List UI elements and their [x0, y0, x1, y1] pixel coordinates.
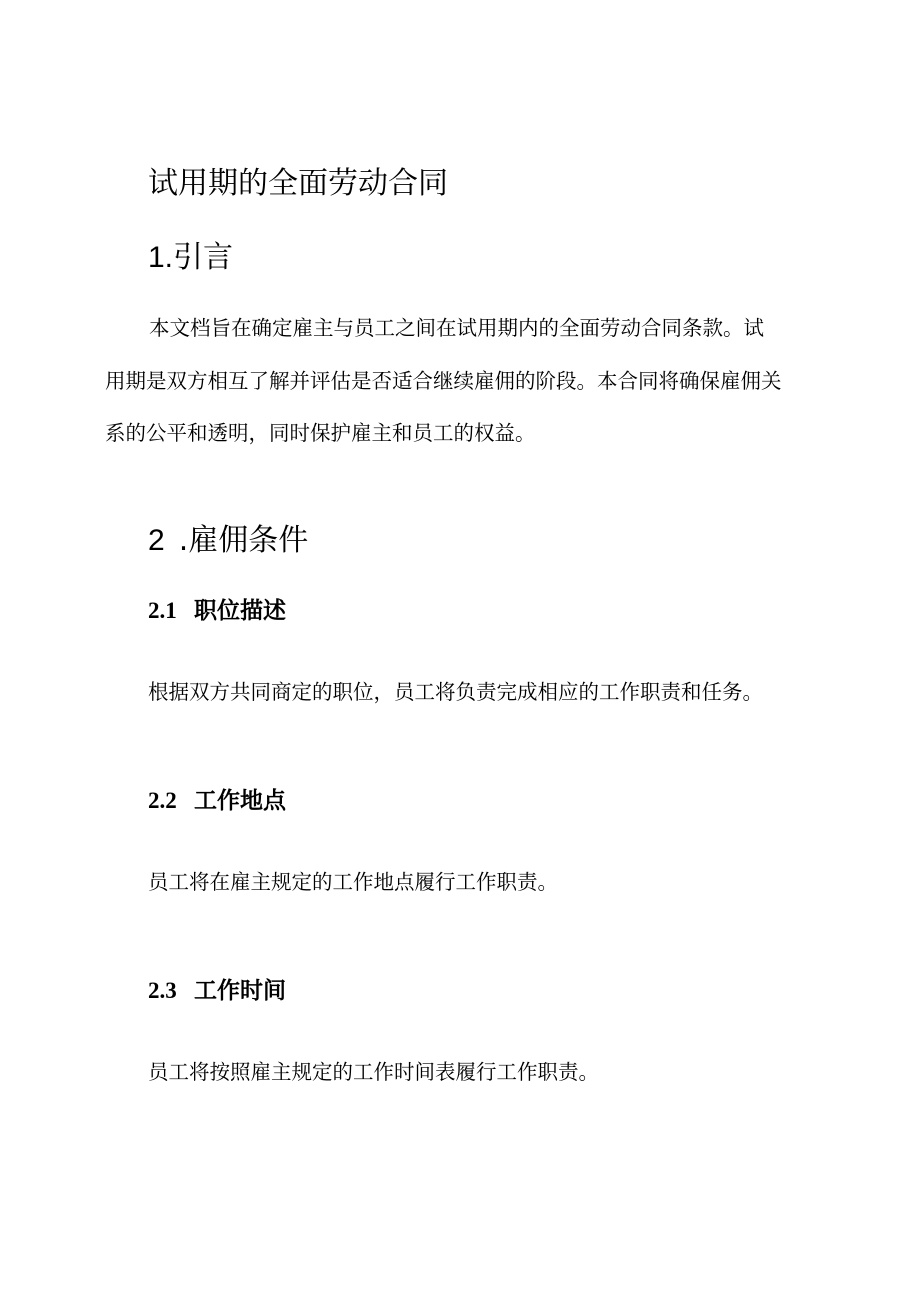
paragraph-line-1: 本文档旨在确定雇主与员工之间在试用期内的全面劳动合同条款。试 [149, 316, 764, 340]
section-1-title: 引言 [173, 240, 234, 275]
paragraph-line-2: 用期是双方相互了解并评估是否适合继续雇佣的阶段。本合同将确保雇佣关 [105, 368, 782, 393]
subsection-2-3-title: 工作时间 [194, 978, 286, 1004]
subsection-2-2-heading [148, 785, 286, 817]
section-1-number: 1. [148, 241, 174, 274]
section-2-title: .雇佣条件 [178, 523, 309, 558]
subsection-2-2-title: 工作地点 [194, 788, 286, 814]
section-2-heading [148, 521, 308, 561]
subsection-2-2-text: 员工将在雇主规定的工作地点履行工作职责。 [148, 870, 558, 894]
subsection-2-1-heading [148, 595, 286, 627]
section-1-paragraph [105, 302, 817, 460]
document-title: 试用期的全面劳动合同 [148, 166, 448, 201]
paragraph-line-3: 系的公平和透明，同时保护雇主和员工的权益。 [105, 421, 536, 445]
subsection-2-1-title: 职位描述 [194, 598, 286, 624]
subsection-2-3-heading [148, 975, 286, 1007]
section-1-heading [148, 238, 233, 278]
subsection-2-1-text: 根据双方共同商定的职位，员工将负责完成相应的工作职责和任务。 [148, 680, 763, 704]
subsection-2-1-number: 2.1 [148, 598, 177, 623]
subsection-2-3-number: 2.3 [148, 978, 177, 1003]
section-2-number: 2 [148, 524, 165, 557]
subsection-2-2-number: 2.2 [148, 788, 177, 813]
subsection-2-3-text: 员工将按照雇主规定的工作时间表履行工作职责。 [148, 1060, 599, 1084]
